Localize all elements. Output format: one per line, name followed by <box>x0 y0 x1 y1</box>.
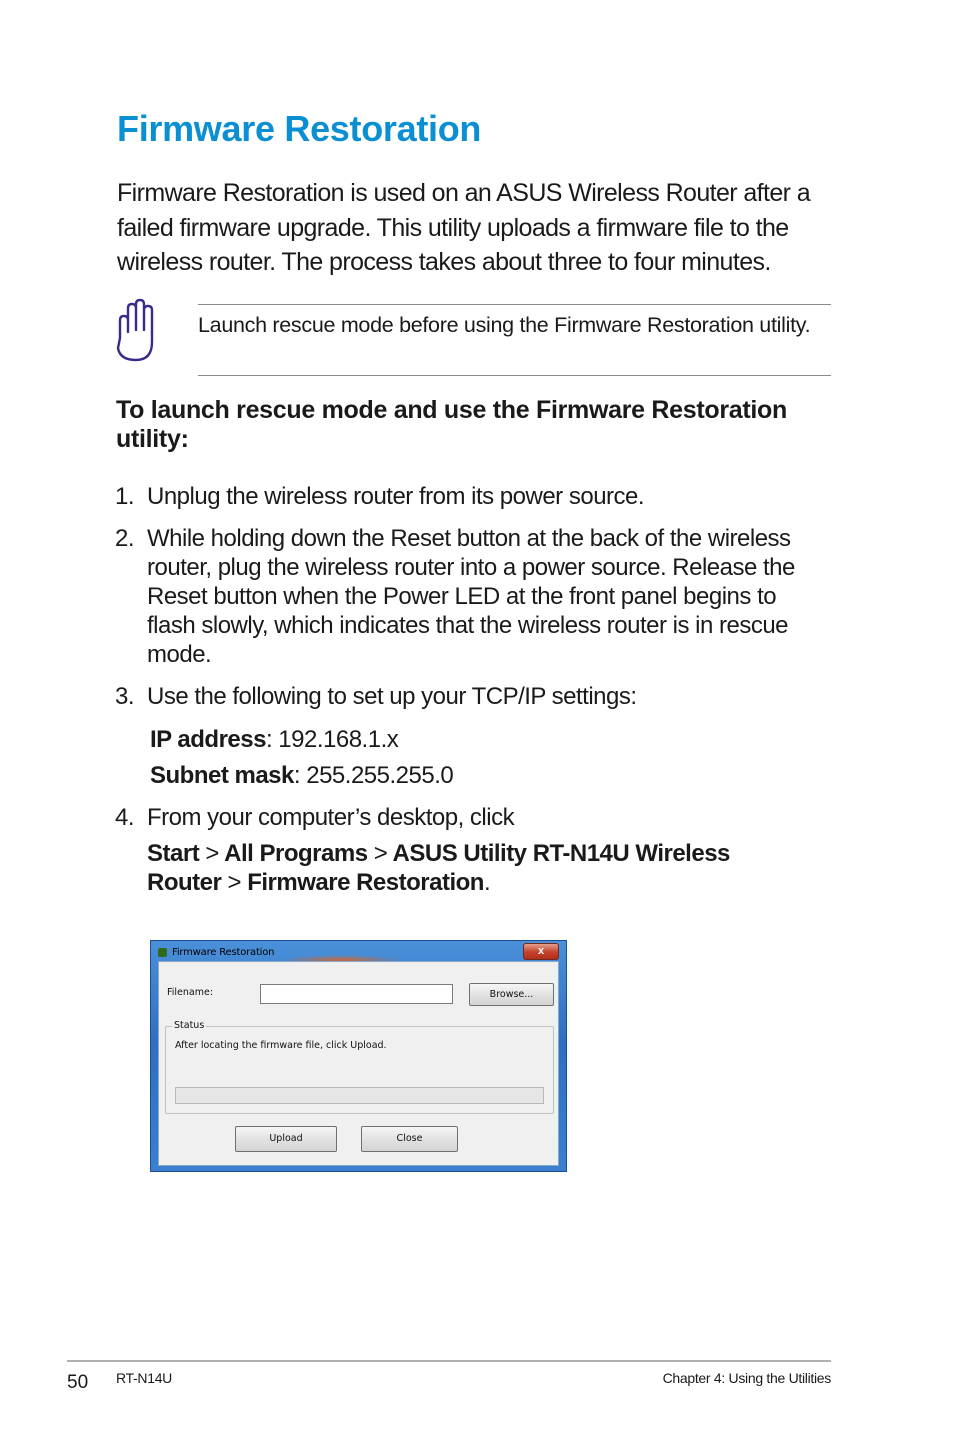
subnet-mask-setting <box>150 761 453 790</box>
subnet-mask-label: Subnet mask <box>150 762 294 789</box>
menu-router: Router <box>147 869 222 896</box>
note-text: Launch rescue mode before using the Firmware Restoration utility. <box>198 313 811 337</box>
menu-path-period: . <box>483 869 491 896</box>
footer-divider <box>67 1360 831 1362</box>
menu-all-programs: All Programs <box>224 840 368 867</box>
ip-address-label: IP address <box>150 726 266 753</box>
filename-input[interactable] <box>260 984 453 1004</box>
dialog-title: Firmware Restoration <box>172 947 275 958</box>
ip-address-value: : 192.168.1.x <box>265 726 399 753</box>
intro-paragraph: Firmware Restoration is used on an ASUS Wireless Router after a failed firmware upgrade. This utility uploads a firmware file to the wireless router. The process takes about three to four minutes. <box>117 179 811 276</box>
close-window-button[interactable]: x <box>523 943 559 960</box>
menu-separator: > <box>227 869 242 896</box>
note-divider-top <box>198 304 831 305</box>
status-message: After locating the firmware file, click Upload. <box>175 1040 387 1051</box>
dialog-title-bar <box>159 947 274 958</box>
ip-address-setting <box>150 725 398 754</box>
status-legend: Status <box>174 1020 205 1031</box>
step-number: 3. <box>115 683 135 710</box>
procedure-heading: To launch rescue mode and use the Firmware Restoration utility: <box>116 396 787 453</box>
step-number: 2. <box>115 525 135 552</box>
menu-path-line-1 <box>147 839 730 868</box>
page-title: Firmware Restoration <box>117 108 482 149</box>
hand-stop-icon <box>112 298 162 364</box>
step-text: From your computer’s desktop, click <box>147 804 515 831</box>
step-text: While holding down the Reset button at the back of the wireless router, plug the wireless router into a power source. Release the Reset button when the Power LED at the front panel begins to flash slowly, which indicates that the wireless router is in rescue mode. <box>147 525 795 668</box>
firmware-restoration-dialog <box>150 940 567 1172</box>
step-text: Use the following to set up your TCP/IP settings: <box>147 683 637 710</box>
page-number: 50 <box>67 1372 89 1393</box>
footer-model: RT-N14U <box>116 1370 172 1386</box>
dialog-body <box>158 961 559 1166</box>
close-button[interactable]: Close <box>361 1126 458 1152</box>
step-number: 1. <box>115 483 135 510</box>
app-icon <box>158 948 167 957</box>
menu-start: Start <box>147 840 200 867</box>
menu-separator: > <box>205 840 219 867</box>
subnet-mask-value: : 255.255.255.0 <box>293 762 454 789</box>
menu-separator: > <box>373 840 388 867</box>
menu-firmware-restoration: Firmware Restoration <box>247 869 484 896</box>
note-divider-bottom <box>198 375 831 376</box>
filename-label: Filename: <box>167 987 214 998</box>
step-number: 4. <box>115 804 135 831</box>
menu-asus-utility: ASUS Utility RT-N14U Wireless <box>392 840 730 867</box>
upload-progress-bar <box>175 1087 544 1104</box>
upload-button[interactable]: Upload <box>235 1126 337 1152</box>
step-text: Unplug the wireless router from its power source. <box>147 483 645 510</box>
browse-button[interactable]: Browse... <box>469 983 554 1006</box>
menu-path-line-2 <box>147 868 490 897</box>
footer-chapter: Chapter 4: Using the Utilities <box>662 1370 831 1386</box>
